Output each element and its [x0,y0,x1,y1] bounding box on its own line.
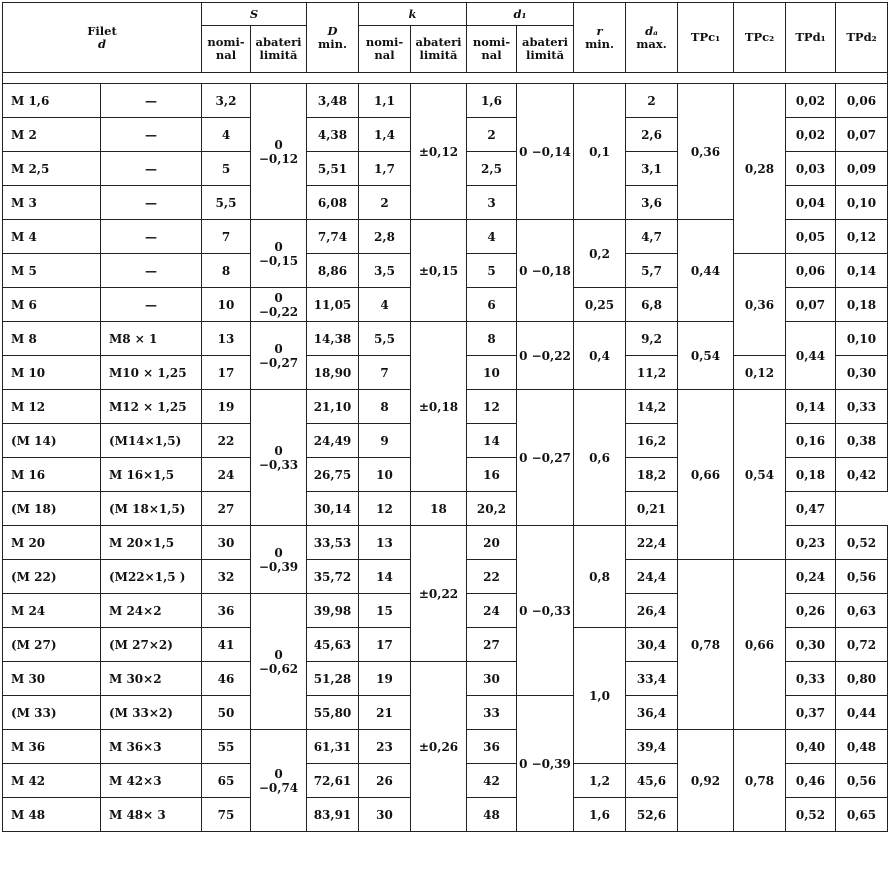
cell-d: M 2 [3,118,101,152]
cell-s: 41 [202,628,251,662]
cell-D: 8,86 [307,254,359,288]
cell-da: 2,6 [626,118,678,152]
cell-D: 26,75 [307,458,359,492]
cell-tpc1: 0,36 [678,84,734,220]
cell-k: 1,4 [359,118,411,152]
cell-fine: M 42×3 [101,764,202,798]
cell-da: 52,6 [626,798,678,832]
cell-k: 26 [359,764,411,798]
cell-fine: M12 × 1,25 [101,390,202,424]
cell-s: 19 [202,390,251,424]
cell-s-dev: 0 −0,74 [251,730,307,832]
cell-da: 4,7 [626,220,678,254]
cell-s-dev: 0 −0,33 [251,390,307,526]
cell-da: 24,4 [626,560,678,594]
cell-tpd2: 0,65 [836,798,888,832]
cell-fine: — [101,254,202,288]
cell-tpd1: 0,05 [786,220,836,254]
cell-tpd2: 0,72 [836,628,888,662]
cell-k: 2,8 [359,220,411,254]
cell-d: M 10 [3,356,101,390]
cell-d1: 16 [467,458,517,492]
cell-d1-dev: 0 −0,18 [517,220,574,322]
cell-d: M 36 [3,730,101,764]
cell-k: 5,5 [359,322,411,356]
header-k-nominal: nomi-nal [359,26,411,73]
cell-tpc2: 0,44 [786,322,836,390]
cell-tpd2: 0,56 [836,560,888,594]
cell-tpd1: 0,12 [734,356,786,390]
cell-s: 3,2 [202,84,251,118]
header-s-abateri: abateri limită [251,26,307,73]
cell-tpd1: 0,04 [786,186,836,220]
header-d-min [307,3,359,73]
cell-fine: (M 18×1,5) [101,492,202,526]
cell-tpd1: 0,14 [786,390,836,424]
cell-tpd1: 0,10 [836,322,888,356]
cell-D: 24,49 [307,424,359,458]
cell-D: 4,38 [307,118,359,152]
cell-k-dev: ±0,12 [411,84,467,220]
cell-s: 8 [202,254,251,288]
header-tpc2: TPc₂ [734,3,786,73]
cell-da: 22,4 [626,526,678,560]
cell-s: 5 [202,152,251,186]
cell-D: 72,61 [307,764,359,798]
cell-d1: 42 [467,764,517,798]
cell-fine: M 20×1,5 [101,526,202,560]
cell-d1-dev: 0 −0,22 [517,322,574,390]
cell-D: 83,91 [307,798,359,832]
cell-d1: 36 [467,730,517,764]
table-row [3,84,888,118]
cell-da: 39,4 [626,730,678,764]
cell-d: M 4 [3,220,101,254]
cell-da: 20,2 [467,492,517,526]
cell-d1: 20 [467,526,517,560]
cell-d1: 2,5 [467,152,517,186]
cell-k: 30 [359,798,411,832]
header-s-nominal: nomi-nal [202,26,251,73]
cell-s: 5,5 [202,186,251,220]
header-filet-sub: d [97,36,107,51]
cell-fine: — [101,288,202,322]
cell-tpd2: 0,10 [836,186,888,220]
cell-tpc1: 0,54 [678,322,734,390]
header-d-min-sub: min. [318,36,347,51]
cell-tpc1: 0,66 [678,390,734,560]
cell-k: 4 [359,288,411,322]
header-tpc1: TPc₁ [678,3,734,73]
cell-tpd1: 0,21 [626,492,678,526]
header-da-sub: max. [636,36,667,51]
cell-D: 45,63 [307,628,359,662]
cell-k-dev: ±0,22 [411,526,467,662]
header-s: S [202,3,307,26]
cell-tpd1: 0,02 [786,118,836,152]
cell-d1: 10 [467,356,517,390]
cell-d1: 30 [467,662,517,696]
cell-d1: 18 [411,492,467,526]
cell-d1-dev: 0 −0,27 [517,390,574,526]
header-d-min-label: D [327,23,338,38]
cell-da: 2 [626,84,678,118]
cell-tpd2: 0,44 [836,696,888,730]
cell-tpd1: 0,30 [786,628,836,662]
cell-k: 21 [359,696,411,730]
cell-s: 36 [202,594,251,628]
cell-r: 0,2 [574,220,626,288]
cell-D: 11,05 [307,288,359,322]
cell-fine: M 30×2 [101,662,202,696]
cell-da: 6,8 [626,288,678,322]
cell-s-dev: 0 −0,12 [251,84,307,220]
cell-s: 4 [202,118,251,152]
cell-r: 0,6 [574,390,626,526]
cell-D: 39,98 [307,594,359,628]
cell-d1: 48 [467,798,517,832]
cell-k: 7 [359,356,411,390]
cell-fine: — [101,152,202,186]
header-d1-abateri: abateri limită [517,26,574,73]
cell-fine: M 36×3 [101,730,202,764]
header-filet-label: Filet [87,23,117,38]
cell-tpd2: 0,80 [836,662,888,696]
cell-tpc2: 0,36 [734,254,786,356]
cell-tpd1: 0,24 [786,560,836,594]
cell-D: 55,80 [307,696,359,730]
cell-d: M 20 [3,526,101,560]
cell-fine: — [101,118,202,152]
cell-s: 22 [202,424,251,458]
header-spacer [3,73,888,84]
cell-d1: 3 [467,186,517,220]
cell-D: 51,28 [307,662,359,696]
cell-tpd1: 0,40 [786,730,836,764]
cell-d1-dev: 0 −0,14 [517,84,574,220]
cell-d: M 8 [3,322,101,356]
header-k: k [359,3,467,26]
cell-k: 15 [359,594,411,628]
cell-k-dev: ±0,26 [411,662,467,832]
cell-tpc1: 0,92 [678,730,734,832]
cell-d: (M 14) [3,424,101,458]
cell-k: 10 [359,458,411,492]
cell-k: 23 [359,730,411,764]
cell-r: 1,2 [574,764,626,798]
header-k-abateri: abateri limită [411,26,467,73]
cell-tpd1: 0,18 [786,458,836,492]
cell-s-dev: 0 −0,39 [251,526,307,594]
cell-tpd2: 0,56 [836,764,888,798]
cell-d1: 33 [467,696,517,730]
cell-s: 65 [202,764,251,798]
cell-tpd1: 0,26 [786,594,836,628]
cell-D: 33,53 [307,526,359,560]
cell-da: 16,2 [626,424,678,458]
header-tpd2: TPd₂ [836,3,888,73]
cell-D: 5,51 [307,152,359,186]
cell-tpd2: 0,48 [836,730,888,764]
cell-tpd1: 0,23 [786,526,836,560]
cell-da: 14,2 [626,390,678,424]
cell-d1: 22 [467,560,517,594]
cell-tpd1: 0,02 [786,84,836,118]
cell-fine: M8 × 1 [101,322,202,356]
cell-d: M 30 [3,662,101,696]
cell-tpd2: 0,09 [836,152,888,186]
cell-tpd2: 0,63 [836,594,888,628]
cell-s-dev: 0 −0,62 [251,594,307,730]
cell-s: 32 [202,560,251,594]
cell-tpc2: 0,28 [734,84,786,254]
cell-fine: — [101,84,202,118]
cell-tpc1: 0,78 [678,560,734,730]
header-filet [3,3,202,73]
cell-tpd1: 0,37 [786,696,836,730]
cell-da: 18,2 [626,458,678,492]
cell-d: (M 18) [3,492,101,526]
cell-k: 17 [359,628,411,662]
cell-k: 9 [359,424,411,458]
cell-tpd2: 0,30 [836,356,888,390]
cell-fine: (M 33×2) [101,696,202,730]
cell-d1: 14 [467,424,517,458]
cell-k: 13 [359,526,411,560]
cell-fine: (M14×1,5) [101,424,202,458]
cell-D: 14,38 [307,322,359,356]
cell-s: 7 [202,220,251,254]
cell-d: M 16 [3,458,101,492]
cell-D: 6,08 [307,186,359,220]
cell-tpd2: 0,18 [836,288,888,322]
cell-da: 30,4 [626,628,678,662]
cell-s: 10 [202,288,251,322]
cell-d: M 6 [3,288,101,322]
cell-D: 35,72 [307,560,359,594]
cell-s: 30 [202,526,251,560]
cell-d1: 2 [467,118,517,152]
cell-s: 46 [202,662,251,696]
cell-tpd1: 0,46 [786,764,836,798]
cell-tpd2: 0,52 [836,526,888,560]
cell-s: 24 [202,458,251,492]
cell-d: M 12 [3,390,101,424]
cell-s: 55 [202,730,251,764]
cell-d1-dev: 0 −0,39 [517,696,574,832]
header-r-sub: min. [585,36,614,51]
cell-tpd2: 0,14 [836,254,888,288]
cell-tpd2: 0,42 [836,458,888,492]
cell-r: 0,8 [574,526,626,628]
cell-r: 0,1 [574,84,626,220]
cell-r: 0,4 [574,322,626,390]
cell-da: 3,1 [626,152,678,186]
cell-d1: 1,6 [467,84,517,118]
cell-D: 61,31 [307,730,359,764]
cell-s: 17 [202,356,251,390]
cell-k: 1,1 [359,84,411,118]
thread-dimensions-table [2,2,888,832]
cell-tpc2: 0,78 [734,730,786,832]
cell-d1: 12 [467,390,517,424]
cell-fine: M 48× 3 [101,798,202,832]
cell-tpd2: 0,06 [836,84,888,118]
cell-s: 27 [202,492,251,526]
cell-D: 21,10 [307,390,359,424]
cell-fine: — [101,186,202,220]
cell-tpd2: 0,07 [836,118,888,152]
cell-k: 2 [359,186,411,220]
cell-D: 3,48 [307,84,359,118]
cell-r: 0,25 [574,288,626,322]
cell-da: 3,6 [626,186,678,220]
cell-tpd1: 0,07 [786,288,836,322]
header-r [574,3,626,73]
cell-d: M 48 [3,798,101,832]
cell-D: 30,14 [307,492,359,526]
cell-d: (M 22) [3,560,101,594]
cell-da: 26,4 [626,594,678,628]
cell-fine: (M22×1,5 ) [101,560,202,594]
cell-tpd2: 0,47 [786,492,836,526]
cell-k: 19 [359,662,411,696]
cell-da: 36,4 [626,696,678,730]
header-r-label: r [596,23,603,38]
cell-k-dev: ±0,15 [411,220,467,322]
cell-da: 45,6 [626,764,678,798]
cell-k: 14 [359,560,411,594]
cell-r: 1,0 [574,628,626,764]
cell-tpc2: 0,54 [734,390,786,560]
cell-fine: M 16×1,5 [101,458,202,492]
cell-da: 11,2 [626,356,678,390]
cell-d1: 6 [467,288,517,322]
cell-d: M 24 [3,594,101,628]
cell-fine: — [101,220,202,254]
cell-k: 1,7 [359,152,411,186]
cell-da: 9,2 [626,322,678,356]
cell-d1: 24 [467,594,517,628]
cell-k: 3,5 [359,254,411,288]
cell-tpd1: 0,16 [786,424,836,458]
cell-tpd1: 0,06 [786,254,836,288]
cell-s-dev: 0 −0,22 [251,288,307,322]
cell-tpd1: 0,03 [786,152,836,186]
cell-D: 7,74 [307,220,359,254]
header-da [626,3,678,73]
header-d1-nominal: nomi-nal [467,26,517,73]
cell-d: M 1,6 [3,84,101,118]
cell-s: 50 [202,696,251,730]
cell-da: 5,7 [626,254,678,288]
cell-s-dev: 0 −0,15 [251,220,307,288]
cell-tpd2: 0,33 [836,390,888,424]
cell-fine: M 24×2 [101,594,202,628]
cell-d: (M 27) [3,628,101,662]
cell-d: M 2,5 [3,152,101,186]
cell-d: (M 33) [3,696,101,730]
header-da-label: dₐ [645,23,658,38]
cell-fine: (M 27×2) [101,628,202,662]
cell-d: M 5 [3,254,101,288]
cell-tpd2: 0,38 [836,424,888,458]
cell-tpc1: 0,44 [678,220,734,322]
cell-fine: M10 × 1,25 [101,356,202,390]
cell-d1: 27 [467,628,517,662]
cell-r: 1,6 [574,798,626,832]
cell-tpd1: 0,33 [786,662,836,696]
cell-da: 33,4 [626,662,678,696]
cell-tpc2: 0,66 [734,560,786,730]
header-tpd1: TPd₁ [786,3,836,73]
cell-k: 12 [359,492,411,526]
cell-s: 75 [202,798,251,832]
cell-k-dev: ±0,18 [411,322,467,492]
cell-d1-dev: 0 −0,33 [517,526,574,696]
cell-s: 13 [202,322,251,356]
cell-tpd1: 0,52 [786,798,836,832]
cell-D: 18,90 [307,356,359,390]
cell-d: M 3 [3,186,101,220]
cell-d1: 5 [467,254,517,288]
cell-d: M 42 [3,764,101,798]
cell-s-dev: 0 −0,27 [251,322,307,390]
header-d1: d₁ [467,3,574,26]
cell-d1: 4 [467,220,517,254]
cell-d1: 8 [467,322,517,356]
cell-tpd2: 0,12 [836,220,888,254]
cell-k: 8 [359,390,411,424]
